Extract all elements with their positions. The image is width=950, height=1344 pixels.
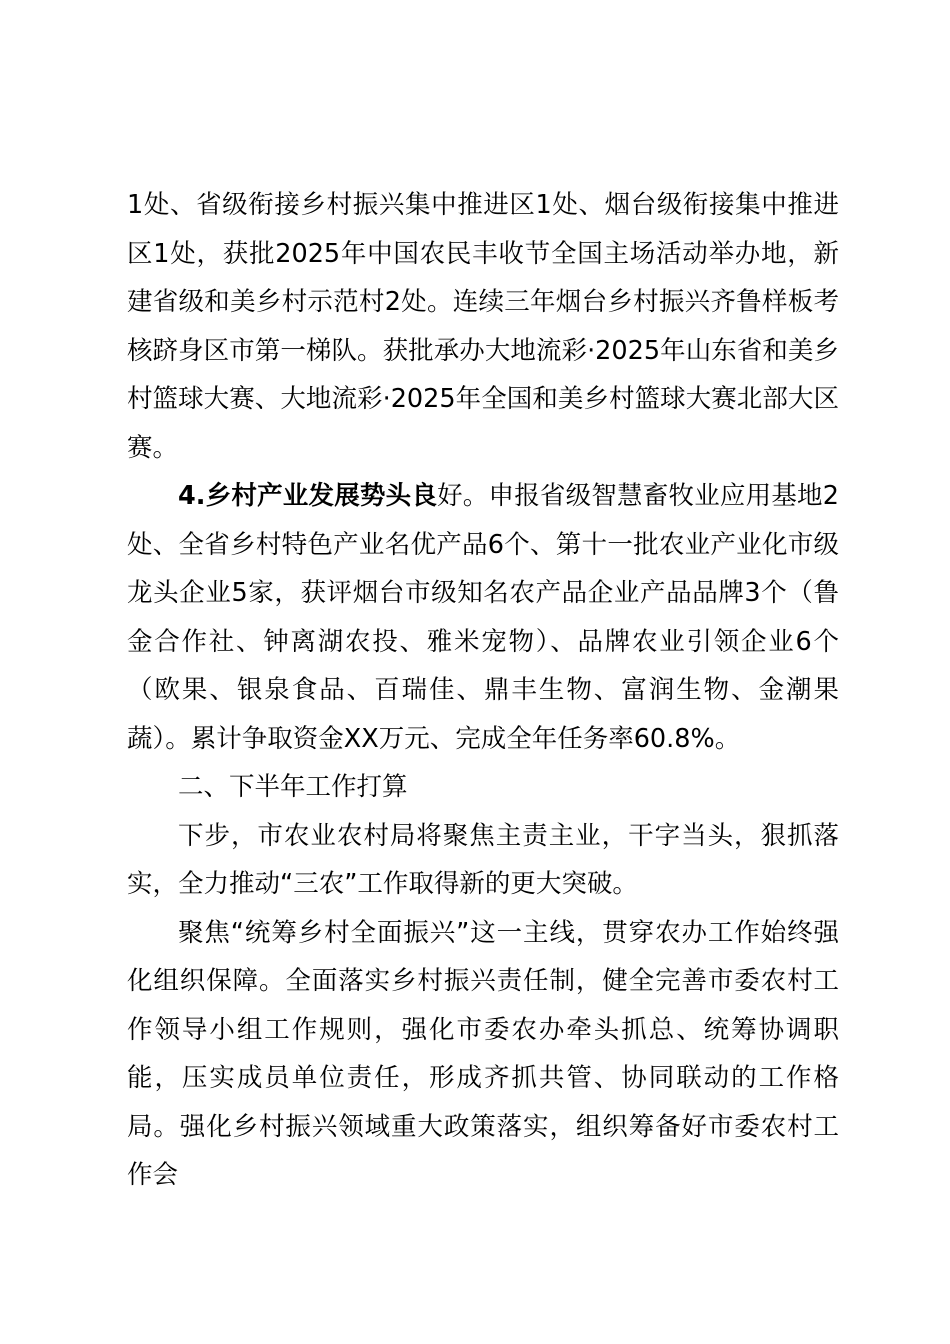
paragraph-2 [127,472,839,763]
document-body [127,181,839,1200]
paragraph-3: 下步，市农业农村局将聚焦主责主业，干字当头，狠抓落实，全力推动“三农”工作取得新的更大突破。 [127,820,839,899]
paragraph-2-body: 好。申报省级智慧畜牧业应用基地2处、全省乡村特色产业名优产品6个、第十一批农业产业化市级龙头企业5家，获评烟台市级知名农产品企业产品品牌3个（鲁金合作社、钟离湖农投、雅米宠物）、品牌农业引领企业6个（欧果、银泉食品、百瑞佳、鼎丰生物、富润生物、金潮果蔬）。累计争取资金XX万元、完成全年任务率60.8%。 [127,481,839,754]
section-heading: 二、下半年工作打算 [178,772,408,802]
paragraph-2-heading: 4.乡村产业发展势头良 [178,481,438,511]
paragraph-4: 聚焦“统筹乡村全面振兴”这一主线，贯穿农办工作始终强化组织保障。全面落实乡村振兴责任制，健全完善市委农村工作领导小组工作规则，强化市委农办牵头抓总、统筹协调职能，压实成员单位责任，形成齐抓共管、协同联动的工作格局。强化乡村振兴领域重大政策落实，组织筹备好市委农村工作会 [127,917,839,1190]
paragraph-1: 1处、省级衔接乡村振兴集中推进区1处、烟台级衔接集中推进区1处，获批2025年中国农民丰收节全国主场活动举办地，新建省级和美乡村示范村2处。连续三年烟台乡村振兴齐鲁样板考核跻身区市第一梯队。获批承办大地流彩·2025年山东省和美乡村篮球大赛、大地流彩·2025年全国和美乡村篮球大赛北部大区赛。 [127,190,839,463]
